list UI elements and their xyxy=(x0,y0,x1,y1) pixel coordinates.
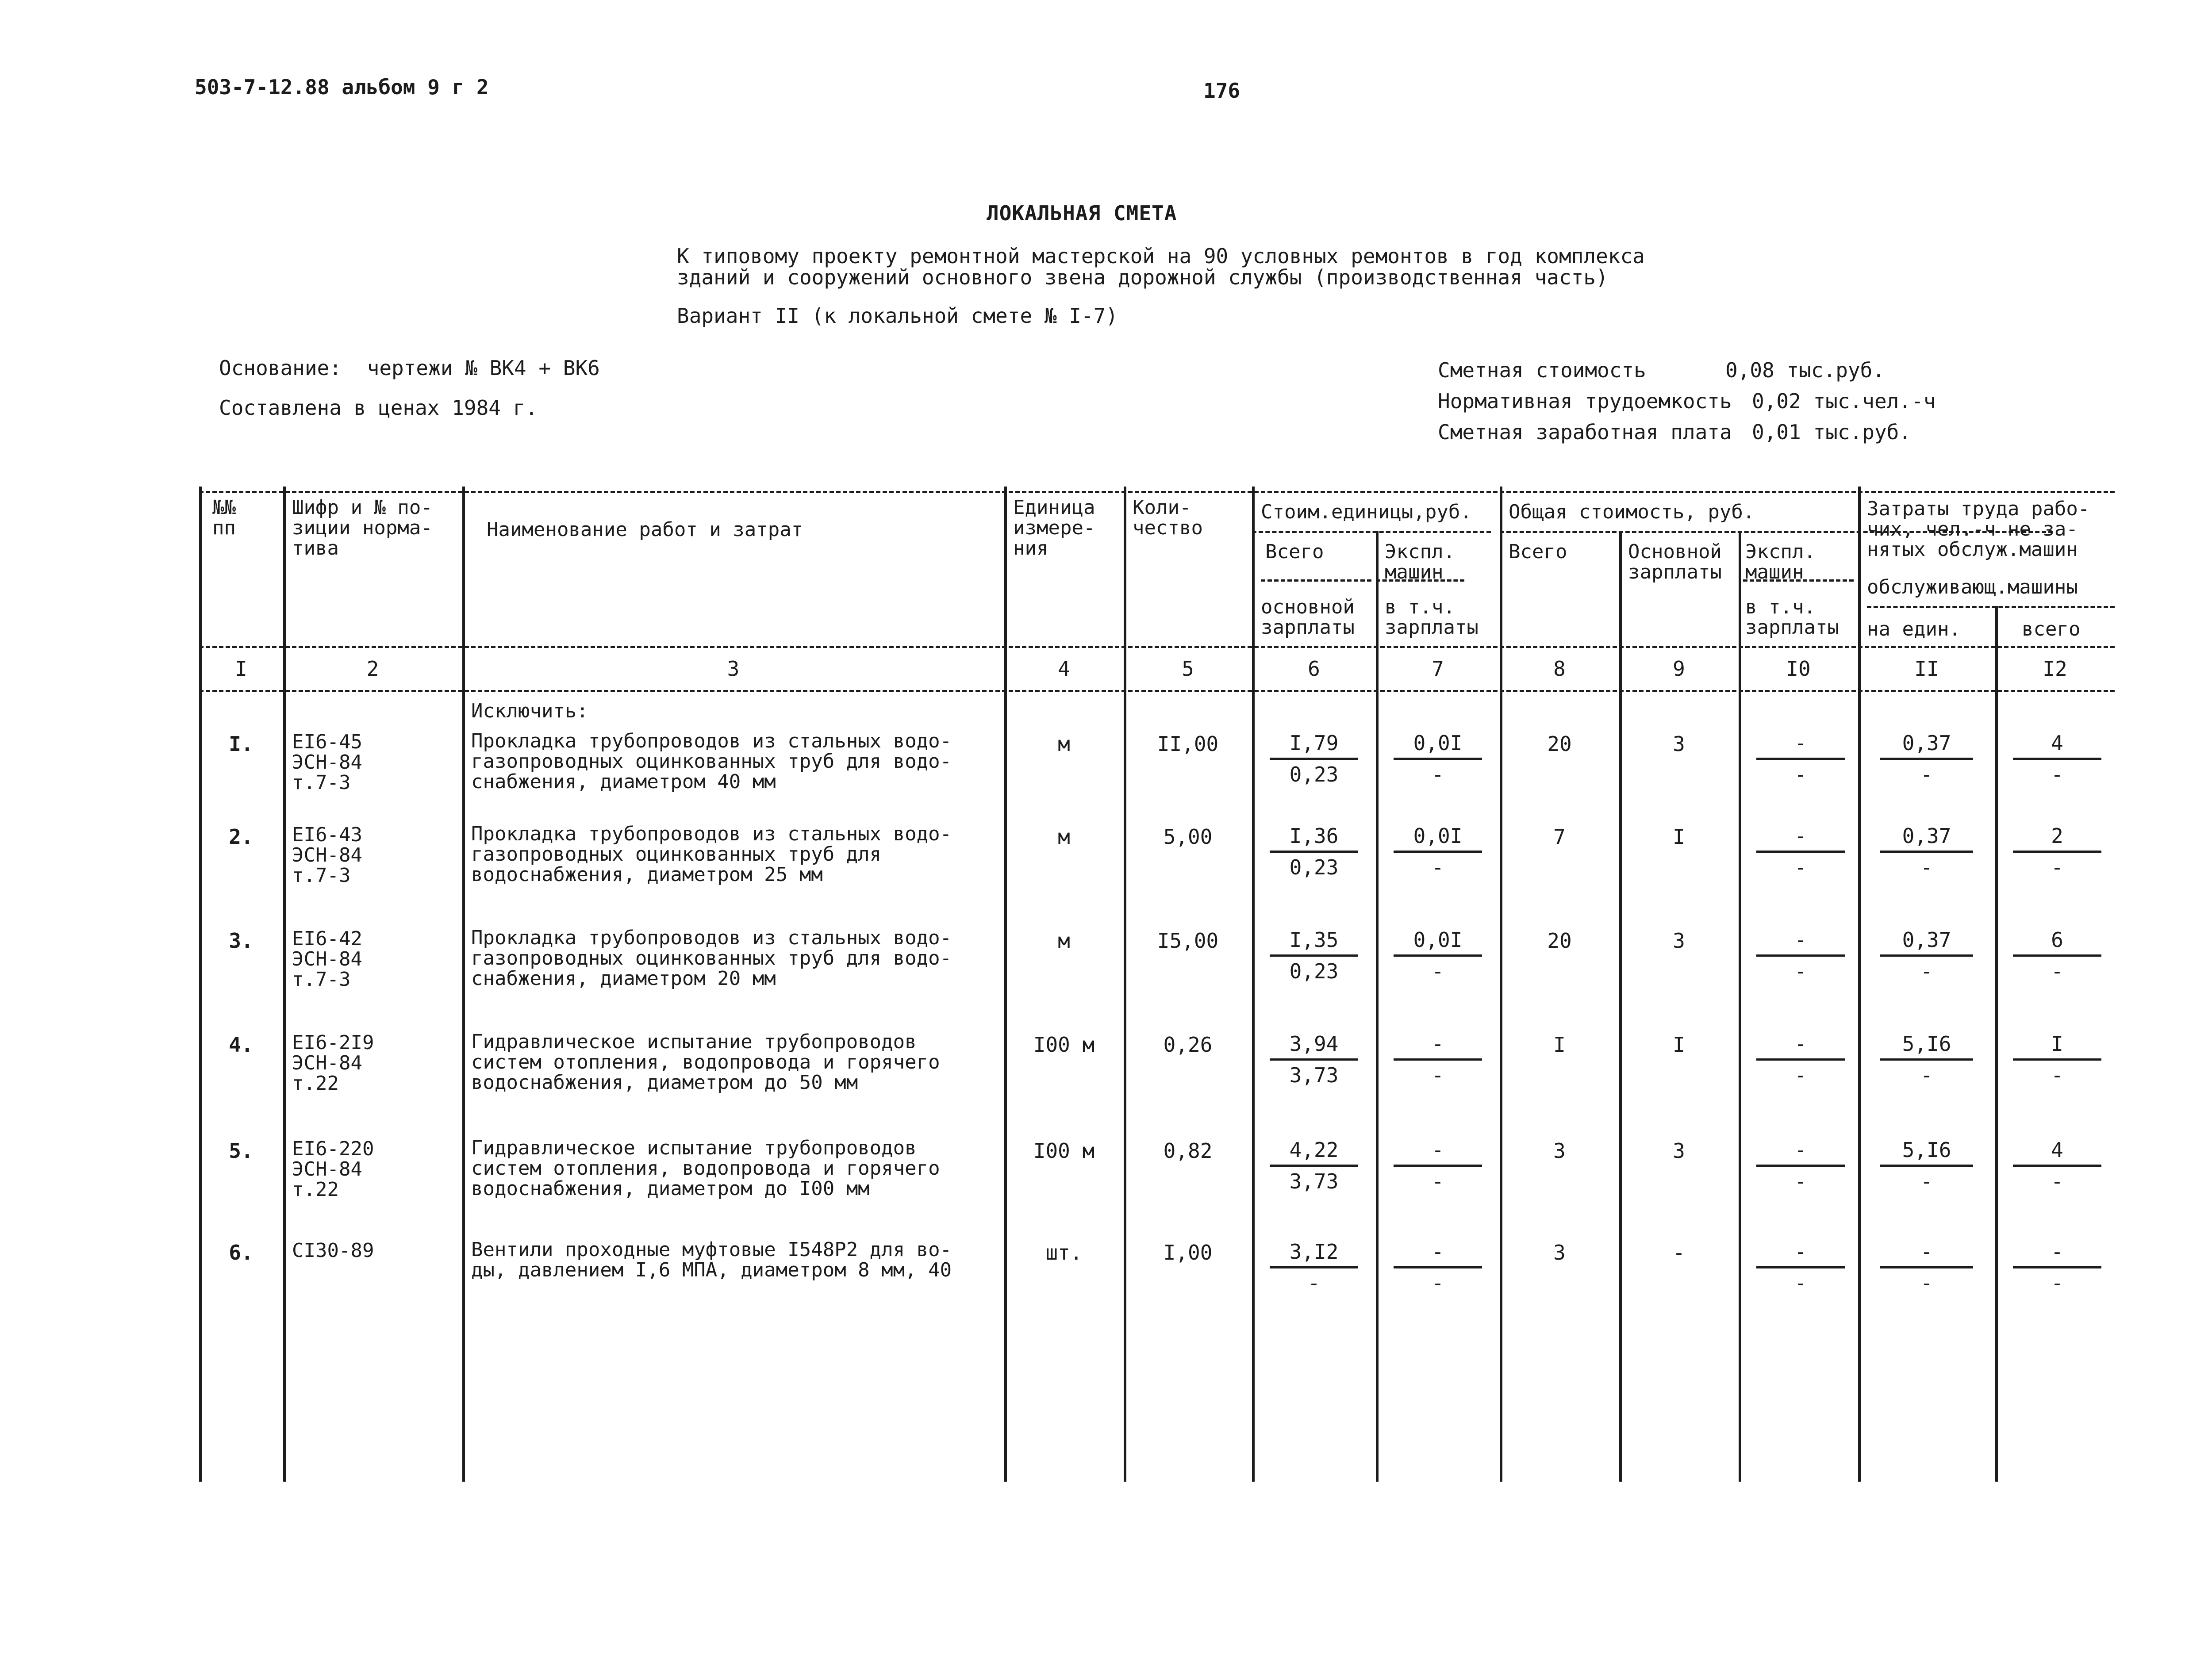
document-code: 503-7-12.88 альбом 9 г 2 xyxy=(195,75,489,99)
row-c10-fraction xyxy=(1756,728,1845,789)
row-code-line: т.22 xyxy=(292,1072,339,1095)
header-number: №№ пп xyxy=(212,496,236,539)
total-labor-label: Нормативная трудоемкость xyxy=(1438,389,1732,413)
colnum-3: 3 xyxy=(727,657,740,681)
colnum-9: 9 xyxy=(1673,657,1685,681)
row-c12-bottom: - xyxy=(2051,763,2063,786)
exclude-label: Исключить: xyxy=(471,700,588,722)
row-c11-top: 5,I6 xyxy=(1880,1135,1973,1167)
row-c10-bottom: - xyxy=(1794,855,1807,879)
row-quantity: 5,00 xyxy=(1163,825,1213,849)
row-c6-fraction xyxy=(1270,821,1358,882)
row-work-name-line: газопроводных оцинкованных труб для водо- xyxy=(471,947,952,969)
total-labor-value: 0,02 тыс.чел.-ч xyxy=(1752,389,1936,413)
total-estimate-value: 0,08 тыс.руб. xyxy=(1725,358,1885,382)
row-c12-fraction xyxy=(2013,821,2101,882)
header-total-salary: Основной зарплаты xyxy=(1628,540,1722,583)
total-salary-value: 0,01 тыс.руб. xyxy=(1752,420,1912,444)
row-c6-fraction xyxy=(1270,1029,1358,1090)
row-total-cost: 7 xyxy=(1553,825,1566,849)
row-c12-fraction xyxy=(2013,728,2101,789)
row-work-name-line: водоснабжения, диаметром до 50 мм xyxy=(471,1071,858,1094)
row-unit: м xyxy=(1058,732,1070,756)
row-work-name-line: систем отопления, водопровода и горячего xyxy=(471,1051,940,1073)
row-c12-fraction xyxy=(2013,925,2101,986)
row-work-name xyxy=(471,928,952,989)
row-c6-fraction xyxy=(1270,728,1358,789)
row-code-line: CI30-89 xyxy=(292,1239,374,1262)
row-c12-bottom: - xyxy=(2051,855,2063,879)
row-number: 5. xyxy=(229,1139,253,1163)
row-c10-top: - xyxy=(1756,925,1845,957)
header-unit-total-sub: основной зарплаты xyxy=(1261,596,1355,639)
colnum-7: 7 xyxy=(1432,657,1444,681)
variant-line: Вариант II (к локальной смете № I-7) xyxy=(677,304,1118,328)
row-c6-bottom: 0,23 xyxy=(1289,763,1339,786)
row-c6-fraction xyxy=(1270,1237,1358,1298)
row-number: 4. xyxy=(229,1033,253,1057)
total-estimate-label: Сметная стоимость xyxy=(1438,358,1646,382)
row-work-name-line: Гидравлическое испытание трубопроводов xyxy=(471,1031,917,1053)
row-number: 3. xyxy=(229,929,253,953)
row-code xyxy=(292,732,362,793)
row-c12-fraction xyxy=(2013,1237,2101,1298)
row-work-name-line: газопроводных оцинкованных труб для водо- xyxy=(471,750,952,773)
row-c11-fraction xyxy=(1880,1029,1973,1090)
header-unit: Единица измере- ния xyxy=(1013,496,1095,559)
row-work-name xyxy=(471,1032,940,1093)
row-c7-top: 0,0I xyxy=(1394,925,1482,957)
row-c7-top: - xyxy=(1394,1029,1482,1061)
row-total-cost: 3 xyxy=(1553,1241,1566,1264)
row-c10-bottom: - xyxy=(1794,1063,1807,1087)
header-total-all: Всего xyxy=(1509,540,1567,563)
colnum-11: II xyxy=(1914,657,1939,681)
row-c12-top: - xyxy=(2013,1237,2101,1268)
row-c6-fraction xyxy=(1270,1135,1358,1196)
header-unit-mach-sub: в т.ч. зарплаты xyxy=(1385,596,1479,639)
row-code-line: EI6-43 xyxy=(292,824,362,846)
prices-line: Составлена в ценах 1984 г. xyxy=(219,396,538,420)
row-c7-top: 0,0I xyxy=(1394,728,1482,760)
row-code-line: т.7-3 xyxy=(292,864,351,887)
row-c10-fraction xyxy=(1756,1029,1845,1090)
row-c12-fraction xyxy=(2013,1135,2101,1196)
row-total-salary: I xyxy=(1673,1033,1685,1057)
row-c12-bottom: - xyxy=(2051,1169,2063,1193)
row-code-line: EI6-220 xyxy=(292,1138,374,1160)
row-c12-top: 6 xyxy=(2013,925,2101,957)
row-c12-bottom: - xyxy=(2051,1271,2063,1295)
colnum-8: 8 xyxy=(1553,657,1566,681)
row-c6-top: 3,I2 xyxy=(1270,1237,1358,1268)
row-c12-bottom: - xyxy=(2051,959,2063,983)
row-c11-top: 5,I6 xyxy=(1880,1029,1973,1061)
header-labor-sub: обслуживающ.машины xyxy=(1867,576,2078,598)
header-total-cost: Общая стоимость, руб. xyxy=(1509,501,1755,523)
row-c7-fraction xyxy=(1394,821,1482,882)
row-code-line: т.7-3 xyxy=(292,968,351,991)
row-c12-top: 4 xyxy=(2013,728,2101,760)
row-work-name-line: Прокладка трубопроводов из стальных водо- xyxy=(471,927,952,949)
header-labor-all: всего xyxy=(2022,618,2081,640)
row-c7-bottom: - xyxy=(1432,763,1444,786)
total-estimate xyxy=(1438,358,1885,382)
row-c12-bottom: - xyxy=(2051,1063,2063,1087)
colnum-6: 6 xyxy=(1308,657,1320,681)
row-unit: м xyxy=(1058,929,1070,953)
subtitle-line-2: зданий и сооружений основного звена дорожной службы (производственная часть) xyxy=(677,265,1608,289)
header-total-mach: Экспл. машин xyxy=(1745,540,1816,583)
colnum-10: I0 xyxy=(1786,657,1811,681)
row-total-salary: 3 xyxy=(1673,732,1685,756)
row-code-line: EI6-45 xyxy=(292,731,362,753)
row-c10-top: - xyxy=(1756,1237,1845,1268)
total-salary-label: Сметная заработная плата xyxy=(1438,420,1732,444)
row-c10-bottom: - xyxy=(1794,763,1807,786)
row-work-name-line: водоснабжения, диаметром 25 мм xyxy=(471,863,823,886)
table-top-rule xyxy=(199,491,2115,493)
row-c7-bottom: - xyxy=(1432,959,1444,983)
row-work-name-line: газопроводных оцинкованных труб для xyxy=(471,843,882,866)
row-work-name xyxy=(471,1240,952,1280)
row-code-line: т.7-3 xyxy=(292,771,351,794)
row-c11-bottom: - xyxy=(1920,959,1933,983)
row-code-line: т.22 xyxy=(292,1178,339,1201)
row-code-line: ЭСН-84 xyxy=(292,948,362,970)
row-c6-top: 3,94 xyxy=(1270,1029,1358,1061)
document-title: ЛОКАЛЬНАЯ СМЕТА xyxy=(987,201,1177,225)
row-c11-top: 0,37 xyxy=(1880,728,1973,760)
header-bottom-rule xyxy=(199,646,2115,648)
colnum-12: I2 xyxy=(2043,657,2067,681)
row-c10-top: - xyxy=(1756,1135,1845,1167)
row-c7-fraction xyxy=(1394,1029,1482,1090)
row-c10-top: - xyxy=(1756,821,1845,853)
row-c10-fraction xyxy=(1756,1135,1845,1196)
row-work-name-line: Вентили проходные муфтовые I548P2 для во- xyxy=(471,1238,952,1261)
row-c10-fraction xyxy=(1756,1237,1845,1298)
row-c7-fraction xyxy=(1394,1237,1482,1298)
row-c6-bottom: 3,73 xyxy=(1289,1169,1339,1193)
row-quantity: I5,00 xyxy=(1157,929,1219,953)
row-c7-fraction xyxy=(1394,728,1482,789)
row-c10-fraction xyxy=(1756,925,1845,986)
row-c10-top: - xyxy=(1756,728,1845,760)
row-total-salary: 3 xyxy=(1673,1139,1685,1163)
row-work-name-line: Прокладка трубопроводов из стальных водо- xyxy=(471,823,952,845)
colnum-5: 5 xyxy=(1182,657,1194,681)
header-code: Шифр и № по- зиции норма- тива xyxy=(292,496,433,559)
row-unit: I00 м xyxy=(1033,1139,1095,1163)
row-c11-bottom: - xyxy=(1920,1063,1933,1087)
row-c7-bottom: - xyxy=(1432,1271,1444,1295)
row-c11-bottom: - xyxy=(1920,763,1933,786)
row-c7-top: - xyxy=(1394,1135,1482,1167)
header-labor: Затраты труда рабо- чих, чел.-ч не за- нятых обслуж.машин xyxy=(1867,498,2090,561)
page-number: 176 xyxy=(1203,79,1240,103)
row-work-name-line: водоснабжения, диаметром до I00 мм xyxy=(471,1177,870,1200)
row-c6-top: 4,22 xyxy=(1270,1135,1358,1167)
row-c6-top: I,35 xyxy=(1270,925,1358,957)
row-work-name-line: снабжения, диаметром 20 мм xyxy=(471,967,776,990)
row-c11-fraction xyxy=(1880,1135,1973,1196)
row-unit: I00 м xyxy=(1033,1033,1095,1057)
row-code-line: ЭСН-84 xyxy=(292,1158,362,1180)
colnum-1: I xyxy=(235,657,247,681)
row-work-name-line: снабжения, диаметром 40 мм xyxy=(471,770,776,793)
row-c10-bottom: - xyxy=(1794,1271,1807,1295)
row-c10-top: - xyxy=(1756,1029,1845,1061)
total-salary xyxy=(1438,420,1911,444)
row-c12-fraction xyxy=(2013,1029,2101,1090)
row-c11-bottom: - xyxy=(1920,1271,1933,1295)
row-c7-fraction xyxy=(1394,1135,1482,1196)
row-unit: шт. xyxy=(1045,1241,1083,1264)
basis-label: Основание: xyxy=(219,356,342,380)
row-quantity: II,00 xyxy=(1157,732,1219,756)
row-c7-top: - xyxy=(1394,1237,1482,1268)
basis-value: чертежи № ВК4 + ВК6 xyxy=(367,356,600,380)
row-code xyxy=(292,825,362,886)
row-code-line: ЭСН-84 xyxy=(292,751,362,774)
row-c11-fraction xyxy=(1880,1237,1973,1298)
row-c7-top: 0,0I xyxy=(1394,821,1482,853)
colnum-4: 4 xyxy=(1058,657,1070,681)
row-total-cost: 3 xyxy=(1553,1139,1566,1163)
row-c11-top: 0,37 xyxy=(1880,821,1973,853)
row-c12-top: 4 xyxy=(2013,1135,2101,1167)
column-numbers-rule xyxy=(199,690,2115,692)
row-work-name-line: Гидравлическое испытание трубопроводов xyxy=(471,1137,917,1159)
row-total-salary: I xyxy=(1673,825,1685,849)
row-number: 2. xyxy=(229,825,253,849)
row-quantity: 0,26 xyxy=(1163,1033,1213,1057)
row-total-salary: 3 xyxy=(1673,929,1685,953)
row-quantity: 0,82 xyxy=(1163,1139,1213,1163)
row-code-line: EI6-42 xyxy=(292,927,362,950)
row-c7-bottom: - xyxy=(1432,1169,1444,1193)
row-c11-top: - xyxy=(1880,1237,1973,1268)
row-c11-bottom: - xyxy=(1920,855,1933,879)
basis-line xyxy=(219,356,600,380)
estimate-table xyxy=(199,487,2115,1482)
row-work-name-line: ды, давлением I,6 МПА, диаметром 8 мм, 40 xyxy=(471,1259,952,1281)
row-c7-bottom: - xyxy=(1432,855,1444,879)
row-c6-bottom: 0,23 xyxy=(1289,855,1339,879)
row-c6-fraction xyxy=(1270,925,1358,986)
row-c10-bottom: - xyxy=(1794,1169,1807,1193)
row-code-line: ЭСН-84 xyxy=(292,1052,362,1074)
row-c10-bottom: - xyxy=(1794,959,1807,983)
header-unit-total: Всего xyxy=(1265,540,1324,563)
row-c6-bottom: - xyxy=(1308,1271,1320,1295)
row-total-cost: 20 xyxy=(1547,732,1572,756)
colnum-2: 2 xyxy=(366,657,379,681)
row-code xyxy=(292,929,362,990)
row-c10-fraction xyxy=(1756,821,1845,882)
row-c7-fraction xyxy=(1394,925,1482,986)
row-work-name-line: Прокладка трубопроводов из стальных водо- xyxy=(471,730,952,752)
header-labor-unit: на един. xyxy=(1867,618,1961,640)
row-work-name xyxy=(471,731,952,792)
row-code-line: EI6-2I9 xyxy=(292,1031,374,1054)
row-quantity: I,00 xyxy=(1163,1241,1213,1264)
row-work-name xyxy=(471,824,952,885)
total-labor xyxy=(1438,389,1936,413)
row-c12-top: 2 xyxy=(2013,821,2101,853)
subtitle-line-1: К типовому проекту ремонтной мастерской на 90 условных ремонтов в год комплекса xyxy=(677,244,1645,268)
row-number: I. xyxy=(229,732,253,756)
header-unit-mach: Экспл. машин xyxy=(1385,540,1455,583)
row-c11-fraction xyxy=(1880,925,1973,986)
row-c6-bottom: 0,23 xyxy=(1289,959,1339,983)
row-code-line: ЭСН-84 xyxy=(292,844,362,866)
row-total-salary: - xyxy=(1673,1241,1685,1264)
header-total-mach-sub: в т.ч. зарплаты xyxy=(1745,596,1839,639)
header-quantity: Коли- чество xyxy=(1133,496,1203,539)
row-c7-bottom: - xyxy=(1432,1063,1444,1087)
row-unit: м xyxy=(1058,825,1070,849)
header-work-name: Наименование работ и затрат xyxy=(487,518,803,541)
row-total-cost: I xyxy=(1553,1033,1566,1057)
row-c6-top: I,36 xyxy=(1270,821,1358,853)
row-code xyxy=(292,1241,374,1261)
row-c11-bottom: - xyxy=(1920,1169,1933,1193)
row-work-name-line: систем отопления, водопровода и горячего xyxy=(471,1157,940,1180)
row-code xyxy=(292,1139,374,1200)
row-c11-fraction xyxy=(1880,728,1973,789)
row-c11-fraction xyxy=(1880,821,1973,882)
row-c12-top: I xyxy=(2013,1029,2101,1061)
row-total-cost: 20 xyxy=(1547,929,1572,953)
row-c11-top: 0,37 xyxy=(1880,925,1973,957)
row-code xyxy=(292,1033,374,1094)
row-c6-top: I,79 xyxy=(1270,728,1358,760)
header-unit-cost: Стоим.единицы,руб. xyxy=(1261,501,1472,523)
row-work-name xyxy=(471,1138,940,1199)
row-c6-bottom: 3,73 xyxy=(1289,1063,1339,1087)
row-number: 6. xyxy=(229,1241,253,1264)
